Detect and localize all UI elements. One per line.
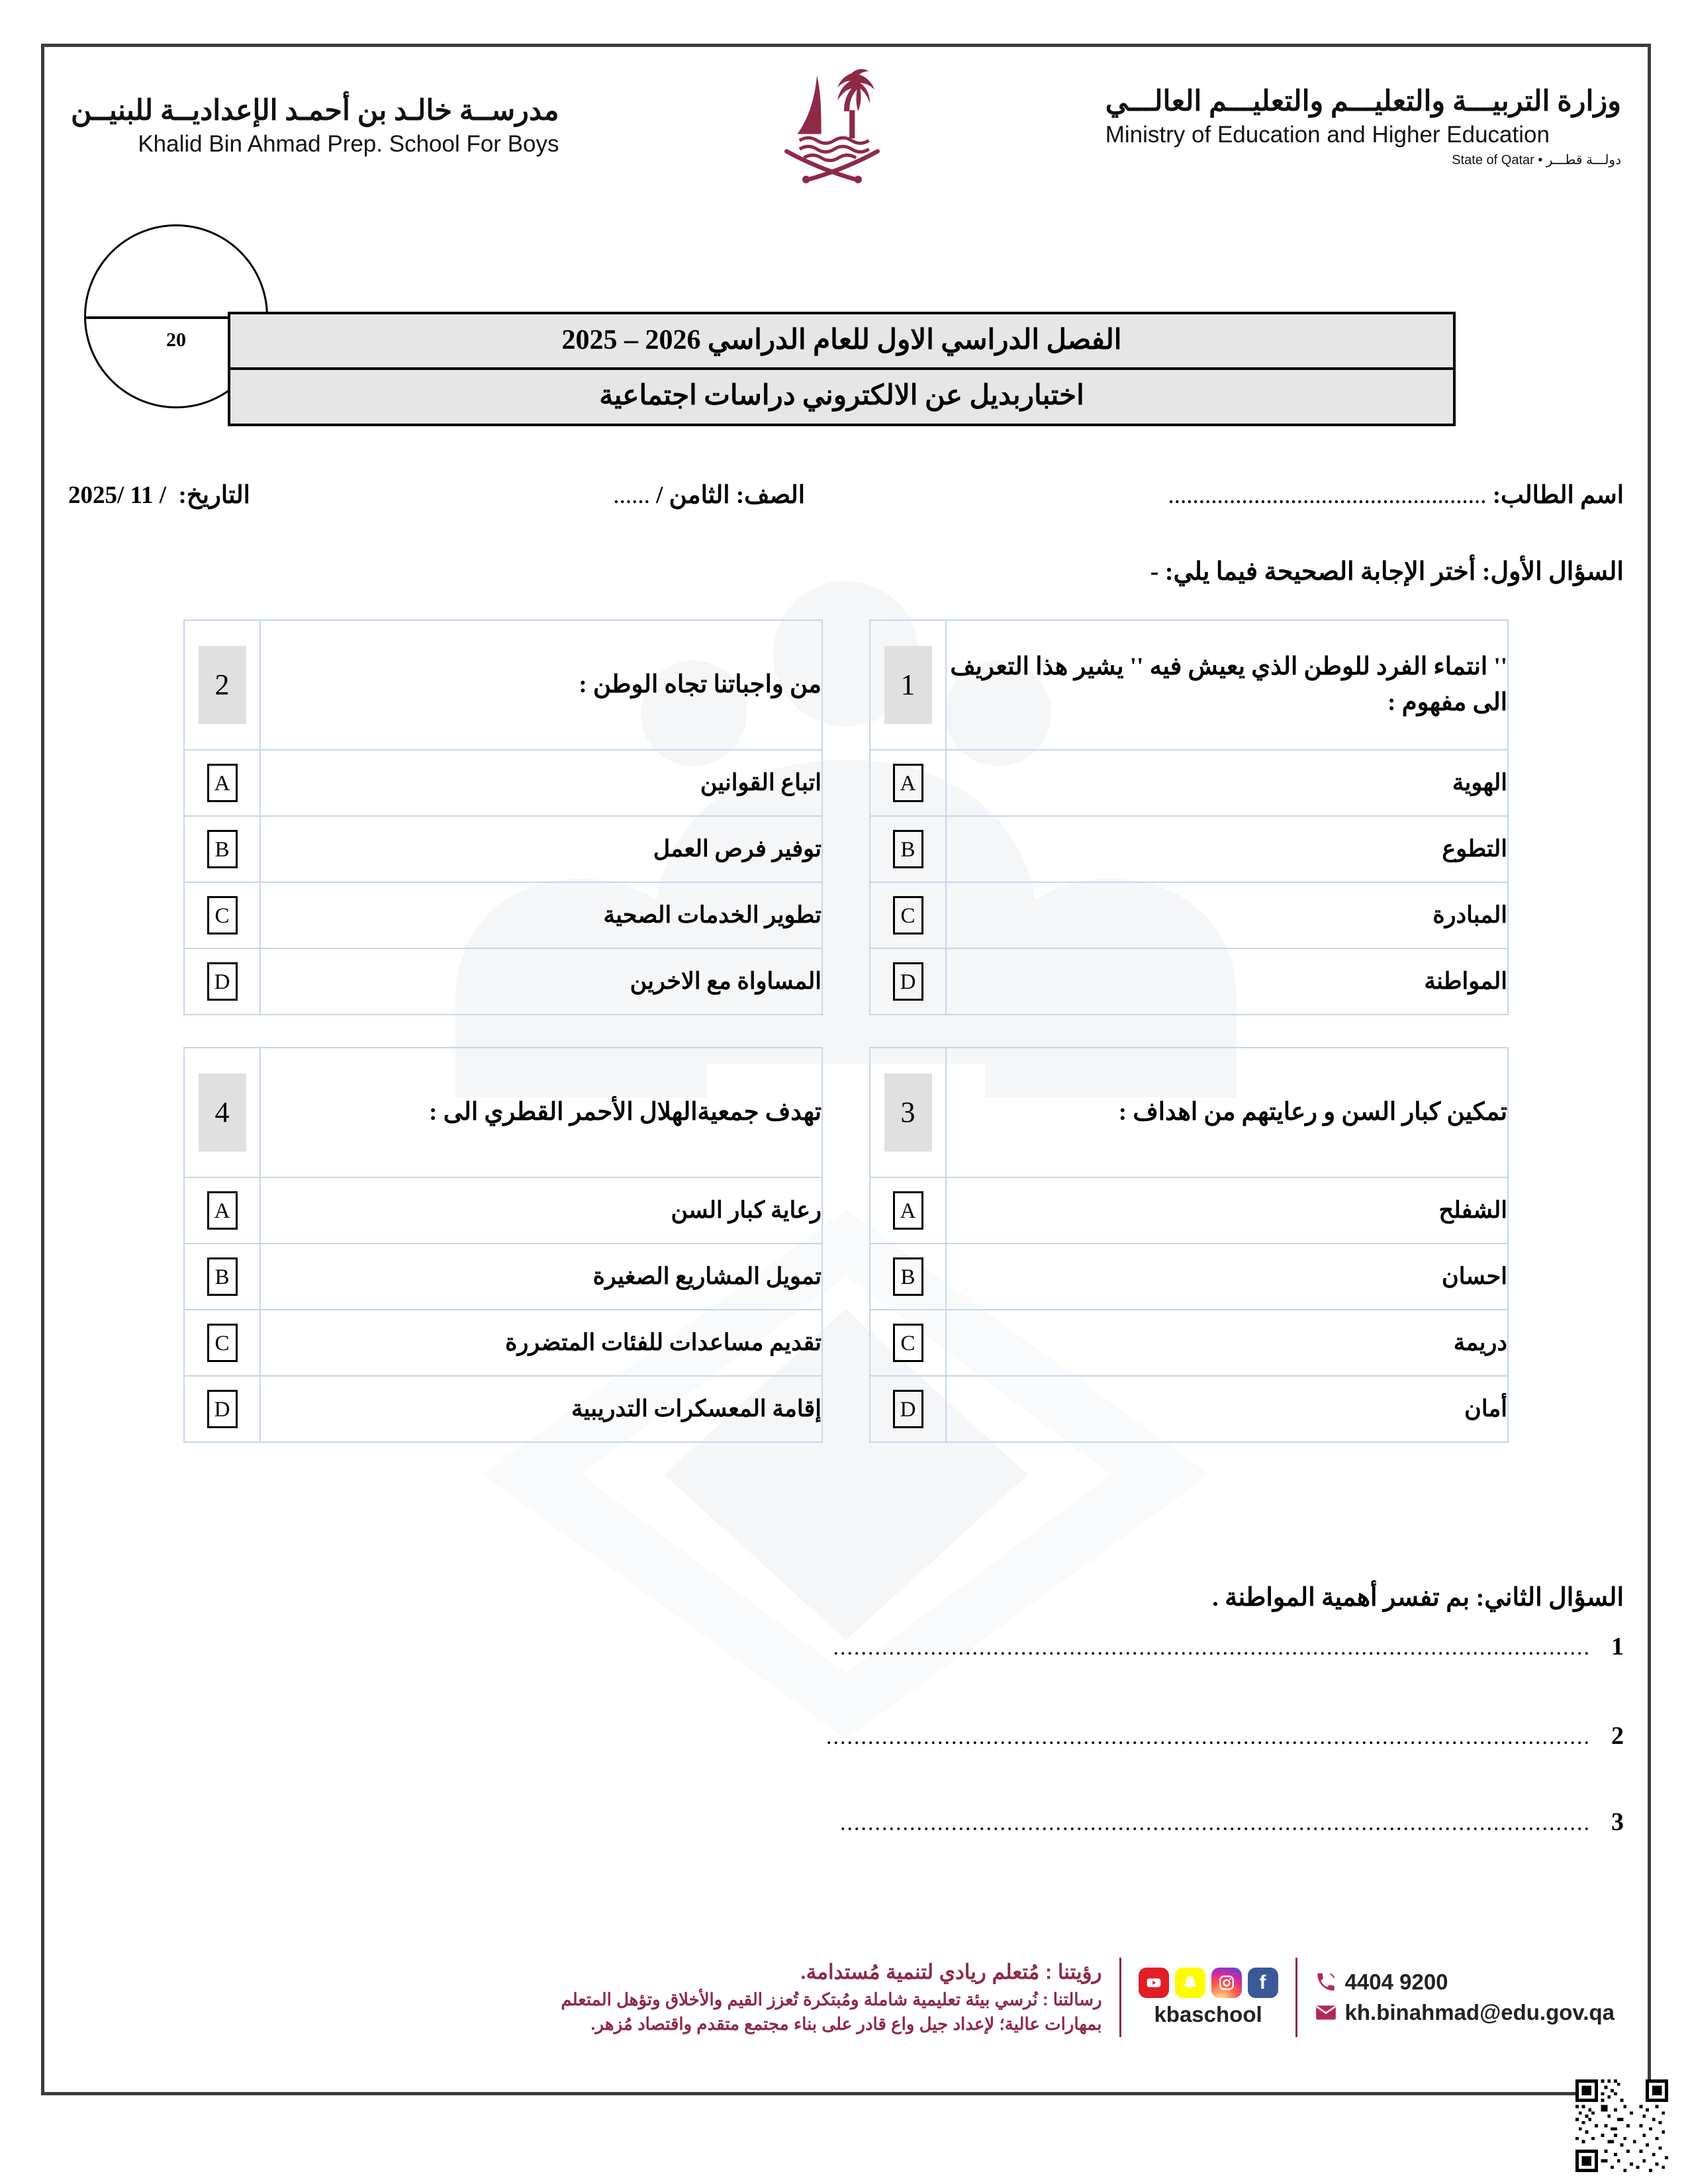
exam-subject-title: اختباربديل عن الالكتروني دراسات اجتماعية <box>229 369 1454 424</box>
option-text: دريمة <box>946 1310 1508 1376</box>
option-letter-cell[interactable] <box>184 882 260 948</box>
answer-line-number: 2 <box>1611 1722 1624 1750</box>
table-row[interactable] <box>184 1177 822 1244</box>
mission-statement-line-1: رسالتنا : نُرسي بيئة تعليمية شاملة ومُبتكرة تُعزز القيم والأخلاق وتؤهل المتعلم <box>561 1989 1102 2009</box>
option-text: الشفلح <box>946 1177 1508 1244</box>
option-text: إقامة المعسكرات التدريبية <box>260 1376 822 1442</box>
school-name-ar: مدرســة خالـد بن أحمـد الإعداديــة للبنيــن <box>71 95 559 126</box>
answer-line-3[interactable] <box>481 1807 1624 1837</box>
option-text: الهوية <box>946 750 1508 816</box>
table-row[interactable] <box>870 1376 1508 1442</box>
phone-row[interactable] <box>1315 1970 1448 1995</box>
option-letter-cell[interactable] <box>870 948 946 1015</box>
option-text: المساواة مع الاخرين <box>260 948 822 1015</box>
option-letter: D <box>893 962 923 1001</box>
option-letter: D <box>207 1390 238 1428</box>
option-letter: D <box>207 962 238 1001</box>
date-value: / 11 /2025 <box>68 482 167 509</box>
facebook-icon[interactable]: f <box>1248 1968 1278 1998</box>
grade-blank: ...... <box>613 482 650 509</box>
table-row[interactable] <box>184 816 822 882</box>
social-block <box>1139 1968 1278 2027</box>
date-label: التاريخ: <box>172 482 250 509</box>
question-number-cell <box>870 620 946 750</box>
option-letter: B <box>893 830 923 868</box>
table-row[interactable] <box>870 948 1508 1015</box>
answer-line-dots: ............................................................................................................. <box>833 1635 1591 1660</box>
phone-number: 4404 9200 <box>1344 1970 1448 1994</box>
answer-line-dots: ............................................................................................................ <box>840 1811 1591 1835</box>
option-letter: B <box>893 1257 923 1296</box>
vision-statement: رؤيتنا : مُتعلم ريادي لتنمية مُستدامة. <box>800 1960 1102 1983</box>
option-letter-cell[interactable] <box>184 948 260 1015</box>
document-footer <box>44 1921 1648 2073</box>
answer-line-1[interactable] <box>481 1632 1624 1661</box>
answer-line-number: 3 <box>1611 1808 1624 1836</box>
option-letter: C <box>207 1324 238 1362</box>
option-letter: A <box>893 1191 923 1230</box>
student-info-row <box>68 480 1624 510</box>
option-letter-cell[interactable] <box>184 1376 260 1442</box>
qatar-moe-logo <box>756 67 908 186</box>
grade-label: الصف: الثامن / <box>649 482 806 509</box>
option-letter-cell[interactable] <box>184 1177 260 1244</box>
mcq-question-2 <box>183 619 823 1015</box>
ministry-name-en: Ministry of Education and Higher Education <box>1105 122 1550 148</box>
option-letter-cell[interactable] <box>870 882 946 948</box>
snapchat-icon[interactable] <box>1175 1968 1205 1998</box>
footer-divider-2 <box>1119 1958 1121 2037</box>
option-text: المواطنة <box>946 948 1508 1015</box>
table-row <box>870 1048 1508 1177</box>
contact-block <box>1315 1970 1615 2025</box>
option-letter: A <box>207 764 238 802</box>
table-row[interactable] <box>184 1376 822 1442</box>
option-text: أمان <box>946 1376 1508 1442</box>
option-text: التطوع <box>946 816 1508 882</box>
vision-mission-block <box>537 1958 1102 2037</box>
exam-term-title: الفصل الدراسي الاول للعام الدراسي 2026 – 2025 <box>229 313 1454 369</box>
option-letter: D <box>893 1390 923 1428</box>
instagram-icon[interactable] <box>1211 1968 1242 1998</box>
table-row[interactable] <box>870 1177 1508 1244</box>
option-letter-cell[interactable] <box>184 750 260 816</box>
phone-icon <box>1315 1971 1337 1993</box>
email-address: kh.binahmad@edu.gov.qa <box>1344 2000 1615 2025</box>
question-number: 4 <box>199 1073 246 1152</box>
option-letter-cell[interactable] <box>870 750 946 816</box>
option-text: تطوير الخدمات الصحية <box>260 882 822 948</box>
mcq-question-3 <box>869 1047 1509 1443</box>
document-header <box>44 55 1648 197</box>
option-letter: C <box>893 1324 923 1362</box>
table-row <box>870 620 1508 750</box>
table-row <box>184 1048 822 1177</box>
exam-title-table <box>228 312 1456 426</box>
question-one-heading: السؤال الأول: أختر الإجابة الصحيحة فيما يلي: - <box>1150 558 1624 586</box>
option-letter: A <box>893 764 923 802</box>
table-row[interactable] <box>184 948 822 1015</box>
question-text: تمكين كبار السن و رعايتهم من اهداف : <box>946 1048 1508 1177</box>
exam-page <box>41 44 1651 2095</box>
table-row[interactable] <box>184 750 822 816</box>
student-name-label: اسم الطالب: <box>1486 482 1624 509</box>
option-letter: C <box>207 896 238 934</box>
table-row[interactable] <box>184 1310 822 1376</box>
qr-code <box>1575 2079 1668 2172</box>
answer-line-2[interactable] <box>481 1721 1624 1751</box>
option-text: توفير فرص العمل <box>260 816 822 882</box>
table-row[interactable] <box>870 1244 1508 1310</box>
option-text: تقديم مساعدات للفئات المتضررة <box>260 1310 822 1376</box>
table-row[interactable] <box>184 1244 822 1310</box>
table-row[interactable] <box>870 816 1508 882</box>
table-row[interactable] <box>870 750 1508 816</box>
mcq-question-4 <box>183 1047 823 1443</box>
answer-line-number: 1 <box>1611 1633 1624 1661</box>
mcq-question-1 <box>869 619 1509 1015</box>
option-text: رعاية كبار السن <box>260 1177 822 1244</box>
option-text: تمويل المشاريع الصغيرة <box>260 1244 822 1310</box>
question-number: 3 <box>884 1073 932 1152</box>
grade-field[interactable] <box>613 480 805 510</box>
school-name-en: Khalid Bin Ahmad Prep. School For Boys <box>138 130 559 157</box>
social-icon-row <box>1139 1968 1278 1998</box>
option-letter: B <box>207 830 238 868</box>
option-letter: A <box>207 1191 238 1230</box>
option-letter-cell[interactable] <box>870 1310 946 1376</box>
school-block <box>71 93 559 159</box>
question-two-heading: السؤال الثاني: بم تفسر أهمية المواطنة . <box>1212 1584 1624 1612</box>
option-letter-cell[interactable] <box>870 816 946 882</box>
answer-line-dots: .............................................................................................................. <box>826 1725 1591 1749</box>
table-row[interactable] <box>184 882 822 948</box>
mcq-grid <box>183 619 1509 1443</box>
question-number-cell <box>184 1048 260 1177</box>
option-letter-cell[interactable] <box>870 1244 946 1310</box>
question-number: 2 <box>199 646 246 724</box>
state-of-qatar-label: دولـــة قطـــر • State of Qatar <box>1452 152 1621 167</box>
student-name-field[interactable] <box>1168 480 1624 510</box>
question-text: تهدف جمعيةالهلال الأحمر القطري الى : <box>260 1048 822 1177</box>
option-letter-cell[interactable] <box>184 1244 260 1310</box>
footer-divider-1 <box>1295 1958 1297 2037</box>
question-text: '' انتماء الفرد للوطن الذي يعيش فيه '' يشير هذا التعريف الى مفهوم : <box>946 620 1508 750</box>
option-text: المبادرة <box>946 882 1508 948</box>
student-name-blank: .................................................... <box>1168 482 1487 509</box>
option-letter: C <box>893 896 923 934</box>
question-number-cell <box>184 620 260 750</box>
option-letter-cell[interactable] <box>184 816 260 882</box>
option-letter: B <box>207 1257 238 1296</box>
envelope-icon <box>1315 2001 1337 2024</box>
question-text: من واجباتنا تجاه الوطن : <box>260 620 822 750</box>
option-text: احسان <box>946 1244 1508 1310</box>
option-text: اتباع القوانين <box>260 750 822 816</box>
total-marks: 20 <box>166 329 186 351</box>
table-row <box>229 369 1454 424</box>
option-letter-cell[interactable] <box>184 1310 260 1376</box>
table-row <box>184 620 822 750</box>
social-handle[interactable]: kbaschool <box>1154 2002 1262 2026</box>
option-letter-cell[interactable] <box>870 1177 946 1244</box>
table-row <box>229 313 1454 369</box>
email-row[interactable] <box>1315 2000 1615 2025</box>
table-row[interactable] <box>870 1310 1508 1376</box>
table-row[interactable] <box>870 882 1508 948</box>
question-number-cell <box>870 1048 946 1177</box>
question-number: 1 <box>884 646 932 724</box>
youtube-icon[interactable] <box>1139 1968 1169 1998</box>
ministry-name-ar: وزارة التربيـــة والتعليـــم والتعليـــم العالـــي <box>1105 86 1621 118</box>
ministry-block <box>1105 84 1621 167</box>
option-letter-cell[interactable] <box>870 1376 946 1442</box>
date-field[interactable] <box>68 480 250 510</box>
mission-statement-line-2: بمهارات عالية؛ لإعداد جيل واع قادر على بناء مجتمع متقدم واقتصاد مُزهر. <box>590 2014 1102 2034</box>
